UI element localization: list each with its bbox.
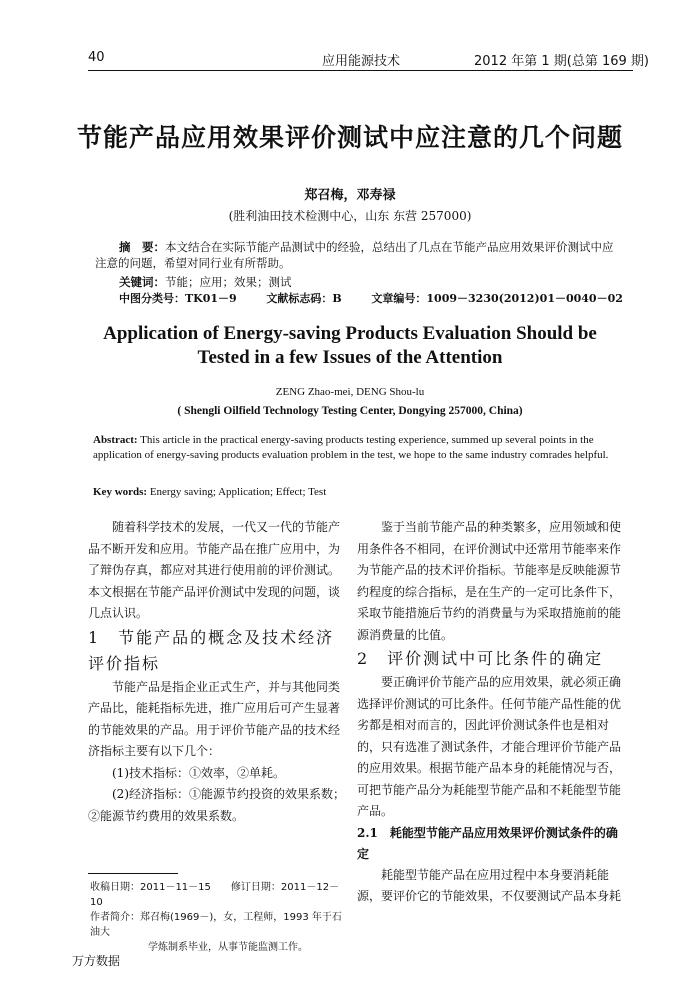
section-1-heading: 1 节能产品的概念及技术经济评价指标: [88, 627, 335, 673]
section-1-paragraph: 节能产品是指企业正式生产，并与其他同类产品比，能耗指标先进，推广应用后可产生显著的节能效果的产品。用于评价节能产品的技术经济指标主要有以下几个：: [88, 679, 341, 758]
section-2-1-heading: 2.1 耗能型节能产品应用效果评价测试条件的确定: [357, 825, 618, 861]
journal-name: 应用能源技术: [322, 54, 401, 69]
keywords-en-text: Energy saving; Application; Effect; Test: [149, 486, 327, 498]
header-rule: [88, 70, 633, 71]
section-2-1-paragraph: 耗能型节能产品在应用过程中本身要消耗能源，要评价它的节能效果，不仅要测试产品本身耗: [357, 867, 622, 903]
list-item-economic: (2)经济指标：①能源节约投资的效果系数；: [112, 787, 345, 801]
authors-en: ZENG Zhao-mei, DENG Shou-lu: [275, 386, 425, 398]
keywords-cn: [119, 274, 639, 290]
abstract-cn-text: 本文结合在实际节能产品测试中的经验，总结出了几点在节能产品应用效果评价测试中应注意的问题，希望对同行业有所帮助。: [95, 240, 614, 270]
keywords-en: [93, 485, 621, 500]
article-number: 文章编号：1009－3230(2012)01－0040－02: [371, 292, 623, 305]
document-code: 文献标志码：B: [266, 292, 342, 305]
affiliation-en: ( Shengli Oilfield Technology Testing Center, Dongying 257000, China): [177, 405, 523, 417]
right-column: [357, 517, 625, 908]
abstract-en-text: This article in the practical energy-saving products testing experience, summed up several points in the application of energy-saving products evaluation problem in the test, we hope to the same industry comrades helpful.: [93, 434, 609, 461]
page-number: 40: [88, 50, 105, 65]
keywords-cn-label: 关键词：: [119, 275, 165, 289]
title-en-line1: Application of Energy-saving Products Evaluation Should be: [103, 323, 597, 344]
authors-cn: 郑召梅，邓寿禄: [304, 188, 396, 203]
right-paragraph-1: 鉴于当前节能产品的种类繁多，应用领域和使用条件各不相同，在评价测试中还常用节能率来作为节能产品的技术评价指标。节能率是反映能源节约程度的综合指标，是在生产的一定可比条件下，采取节能措施后节约的消费量与为采取措施前的能源消费量的比值。: [357, 520, 622, 642]
left-column: [88, 517, 350, 827]
footnote-rule: [88, 873, 178, 874]
footnote-author-bio: 作者简介：郑召梅(1969－)，女，工程师，1993 年于石油大: [90, 912, 342, 938]
wanfang-watermark: 万方数据: [72, 954, 121, 968]
abstract-en: [93, 433, 621, 463]
intro-paragraph: 随着科学技术的发展，一代又一代的节能产品不断开发和应用。节能产品在推广应用中，为了辩伪存真，都应对其进行使用前的评价测试。本文根据在节能产品评价测试中发现的问题，谈几点认识。: [88, 520, 341, 620]
abstract-en-label: Abstract:: [93, 434, 138, 446]
journal-issue: 2012 年第 1 期(总第 169 期): [474, 54, 649, 69]
abstract-cn: [95, 239, 615, 271]
keywords-en-label: Key words:: [93, 486, 148, 498]
footnote-dates: 收稿日期：2011－11－15 修订日期：2011－12－10: [90, 882, 340, 908]
section-2-heading: 2 评价测试中可比条件的确定: [357, 649, 604, 668]
list-item-technical: (1)技术指标：①效率，②单耗。: [112, 765, 285, 780]
classification-line: [119, 291, 639, 307]
section-2-paragraph: 要正确评价节能产品的应用效果，就必须正确选择评价测试的可比条件。任何节能产品性能的优劣都是相对而言的，因此评价测试条件也是相对的，只有选准了测试条件，才能合理评价节能产品的应用效果。根据节能产品本身的耗能情况与否，可把节能产品分为耗能型节能产品和不耗能型节能产品。: [357, 675, 622, 818]
affiliation-cn: (胜利油田技术检测中心，山东 东营 257000): [228, 209, 472, 223]
keywords-cn-text: 节能；应用；效果；测试: [165, 275, 292, 289]
footnote-author-bio-cont: 学炼制系毕业，从事节能监测工作。: [148, 942, 308, 953]
list-item-economic-cont: ②能源节约费用的效果系数。: [88, 808, 245, 823]
title-cn: 节能产品应用效果评价测试中应注意的几个问题: [76, 123, 623, 152]
clc-number: 中图分类号：TK01－9: [119, 292, 237, 305]
title-en-line2: Tested in a few Issues of the Attention: [197, 347, 503, 368]
abstract-cn-label: 摘 要：: [119, 240, 165, 254]
footnote: [90, 880, 350, 955]
